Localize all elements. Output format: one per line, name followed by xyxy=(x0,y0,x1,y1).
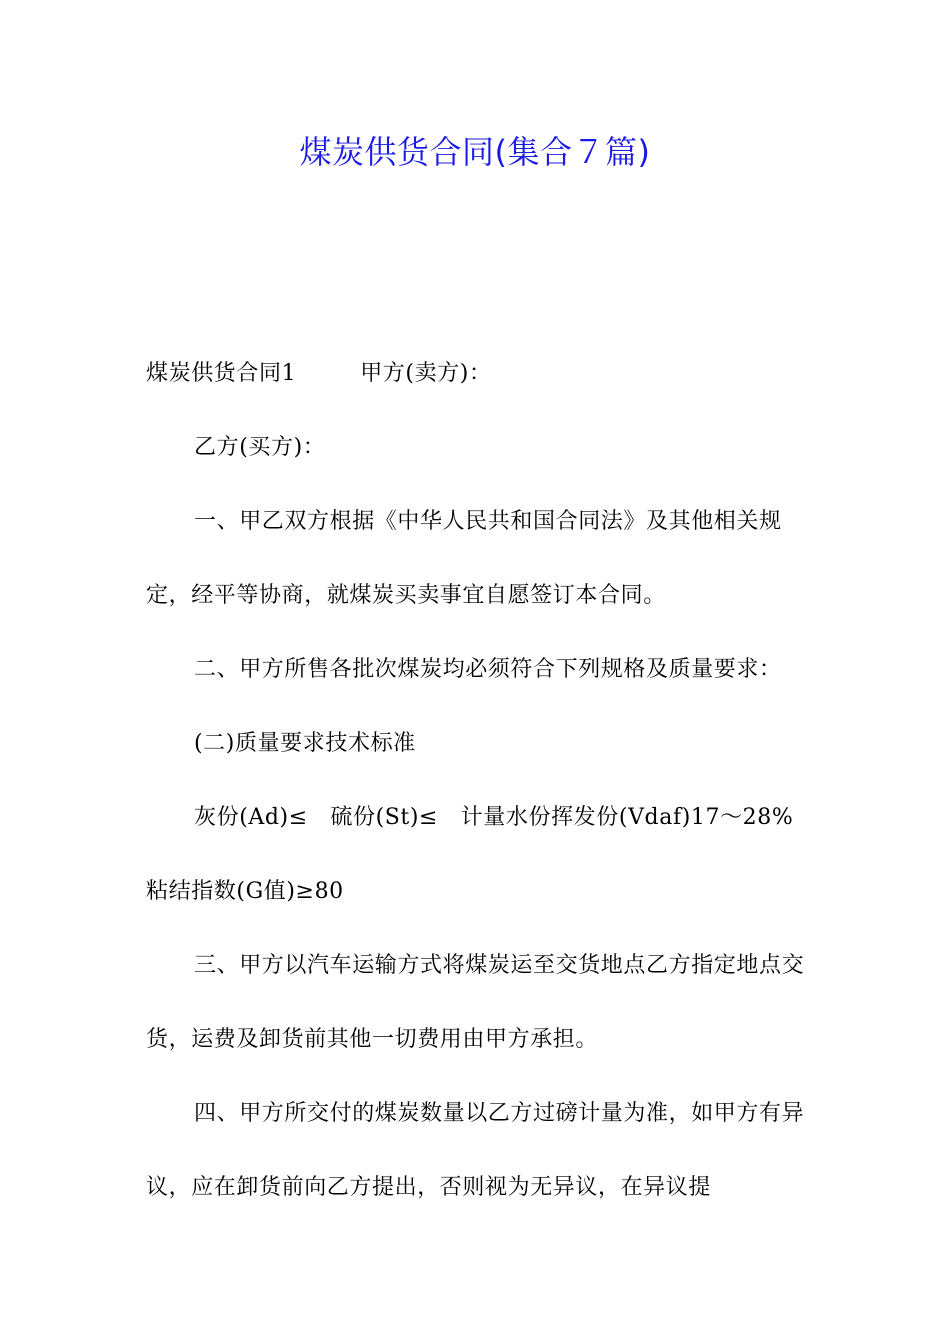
paragraph-clause-1: 一、甲乙双方根据《中华人民共和国合同法》及其他相关规定，经平等协商，就煤炭买卖事宜自愿签订本合同。 xyxy=(146,509,782,608)
paragraph-quality-heading: (二)质量要求技术标准 xyxy=(194,731,416,756)
document-body xyxy=(146,337,810,1225)
section-heading-line xyxy=(146,337,810,411)
paragraph-clause-4: 四、甲方所交付的煤炭数量以乙方过磅计量为准，如甲方有异议，应在卸货前向乙方提出，否则视为无异议，在异议提 xyxy=(146,1101,805,1200)
paragraph-quality-specs: 灰份(Ad)≤ 硫份(St)≤ 计量水份挥发份(Vdaf)17～28%粘结指数(G值)≥80 xyxy=(146,805,794,904)
paragraph-clause-3: 三、甲方以汽车运输方式将煤炭运至交货地点乙方指定地点交货，运费及卸货前其他一切费用由甲方承担。 xyxy=(146,953,805,1052)
party-a-label: 甲方(卖方)： xyxy=(360,361,492,386)
document-title: 煤炭供货合同(集合７篇) xyxy=(299,133,651,171)
section-heading: 煤炭供货合同1 xyxy=(146,361,297,386)
paragraph-party-b: 乙方(买方)： xyxy=(194,435,326,460)
paragraph-clause-2: 二、甲方所售各批次煤炭均必须符合下列规格及质量要求： xyxy=(194,657,782,682)
